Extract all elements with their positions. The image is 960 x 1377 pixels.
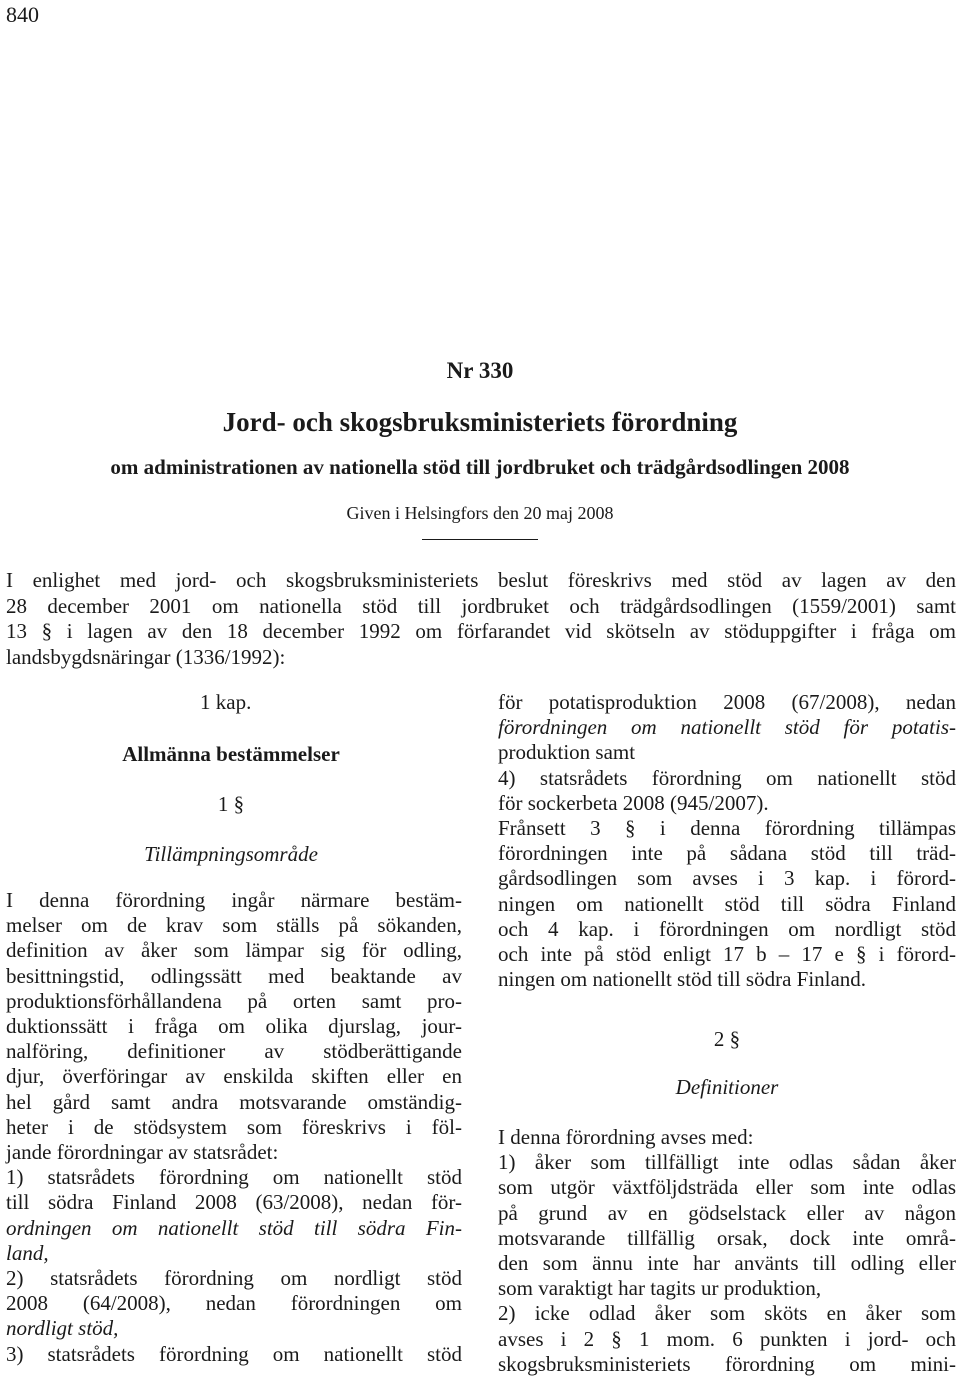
text-line: 1) åker som tillfälligt inte odlas sådan åker <box>498 1150 956 1175</box>
text-line: jande förordningar av statsrådet: <box>6 1140 279 1165</box>
text-line: 2) statsrådets förordning om nordligt stöd <box>6 1266 462 1291</box>
given-date: Given i Helsingfors den 20 maj 2008 <box>346 503 614 523</box>
text-line: duktionssätt i fråga om olika djurslag, jour- <box>6 1014 462 1039</box>
preamble-line: I enlighet med jord- och skogsbruksministeriets beslut föreskrivs med stöd av lagen av den <box>6 568 956 592</box>
text-line: besittningstid, odlingssätt med beaktande av <box>6 963 462 988</box>
preamble <box>6 568 956 670</box>
section-2-number: 2 § <box>713 1027 741 1051</box>
preamble-line: 13 § i lagen av den 18 december 1992 om förfarandet vid skötseln av stöduppgifter i fråga om <box>6 619 956 643</box>
text-line: motsvarande tillfällig orsak, dock inte områ- <box>498 1225 956 1250</box>
text-line: och inte på stöd enligt 17 b – 17 e § i förord- <box>498 942 956 967</box>
text-line: och 4 kap. i förordningen om nordligt stöd <box>498 916 956 941</box>
text-line: melser om de krav som ställs på sökanden, <box>6 913 462 938</box>
text-line: skogsbruksministeriets förordning om mini- <box>498 1351 956 1376</box>
text-line: för sockerbeta 2008 (945/2007). <box>498 790 769 815</box>
text-line: gårdsodlingen som avses i 3 kap. i förord- <box>498 866 956 891</box>
text-line: ningen om nationellt stöd till södra Finland. <box>498 967 867 992</box>
chapter-heading: Allmänna bestämmelser <box>122 742 340 766</box>
text-line: djur, överföringar av enskilda skiften eller en <box>6 1064 462 1089</box>
text-line: nordligt stöd, <box>6 1316 119 1341</box>
text-line: 4) statsrådets förordning om nationellt stöd <box>498 765 956 790</box>
text-line: produktionsförhållandena på orten samt pro- <box>6 988 462 1013</box>
statute-number: Nr 330 <box>446 358 514 383</box>
text-line: nalföring, definitioner av stödberättigande <box>6 1039 462 1064</box>
preamble-line: landsbygdsnäringar (1336/1992): <box>6 644 286 669</box>
document-title: Jord- och skogsbruksministeriets förordning <box>222 407 738 437</box>
preamble-line: 28 december 2001 om nationella stöd till jordbruket och trädgårdsodlingen (1559/2001) samt <box>6 593 956 618</box>
text-line: Frånsett 3 § i denna förordning tillämpas <box>498 816 956 841</box>
left-column-text <box>6 888 462 1367</box>
text-line: ningen om nationellt stöd till södra Finland <box>498 891 956 916</box>
text-line: förordningen om nationellt stöd för potatis- <box>498 715 956 740</box>
text-line: land, <box>6 1240 49 1265</box>
text-line: den som ännu inte har använts till odling eller <box>498 1251 956 1276</box>
text-line: för potatisproduktion 2008 (67/2008), nedan <box>498 690 956 714</box>
text-line: 3) statsrådets förordning om nationellt stöd <box>6 1341 462 1366</box>
text-line: som varaktigt har tagits ur produktion, <box>498 1276 822 1301</box>
text-line: avses i 2 § 1 mom. 6 punkten i jord- och <box>498 1326 956 1351</box>
text-line: på grund av en gödselstack eller av någon <box>498 1200 956 1225</box>
text-line: 2008 (64/2008), nedan förordningen om <box>6 1291 462 1316</box>
section-1-heading: Tillämpningsområde <box>144 842 318 866</box>
text-line: I denna förordning ingår närmare bestäm- <box>6 888 462 912</box>
text-line: hel gård samt andra motsvarande omständig- <box>6 1089 462 1114</box>
right-column-text <box>498 690 956 992</box>
text-line: ordningen om nationellt stöd till södra Fin- <box>6 1215 462 1240</box>
text-line: heter i de stödsystem som föreskrivs i föl- <box>6 1114 462 1139</box>
section-2-heading: Definitioner <box>675 1075 779 1099</box>
text-line: produktion samt <box>498 740 636 765</box>
text-line: definition av åker som lämpar sig för odling, <box>6 938 462 963</box>
section-1-number: 1 § <box>217 792 245 816</box>
definitions-text <box>498 1125 956 1377</box>
text-line: 2) icke odlad åker som sköts en åker som <box>498 1301 956 1326</box>
title-divider <box>422 539 538 540</box>
chapter-label: 1 kap. <box>200 690 252 714</box>
document-subtitle: om administrationen av nationella stöd till jordbruket och trädgårdsodlingen 2008 <box>110 455 850 479</box>
text-line: I denna förordning avses med: <box>498 1125 754 1149</box>
text-line: som utgör växtföljdsträda eller som inte odlas <box>498 1175 956 1200</box>
text-line: 1) statsrådets förordning om nationellt stöd <box>6 1165 462 1190</box>
text-line: till södra Finland 2008 (63/2008), nedan för- <box>6 1190 462 1215</box>
page-number: 840 <box>6 2 39 27</box>
text-line: förordningen inte på sådana stöd till träd- <box>498 841 956 866</box>
